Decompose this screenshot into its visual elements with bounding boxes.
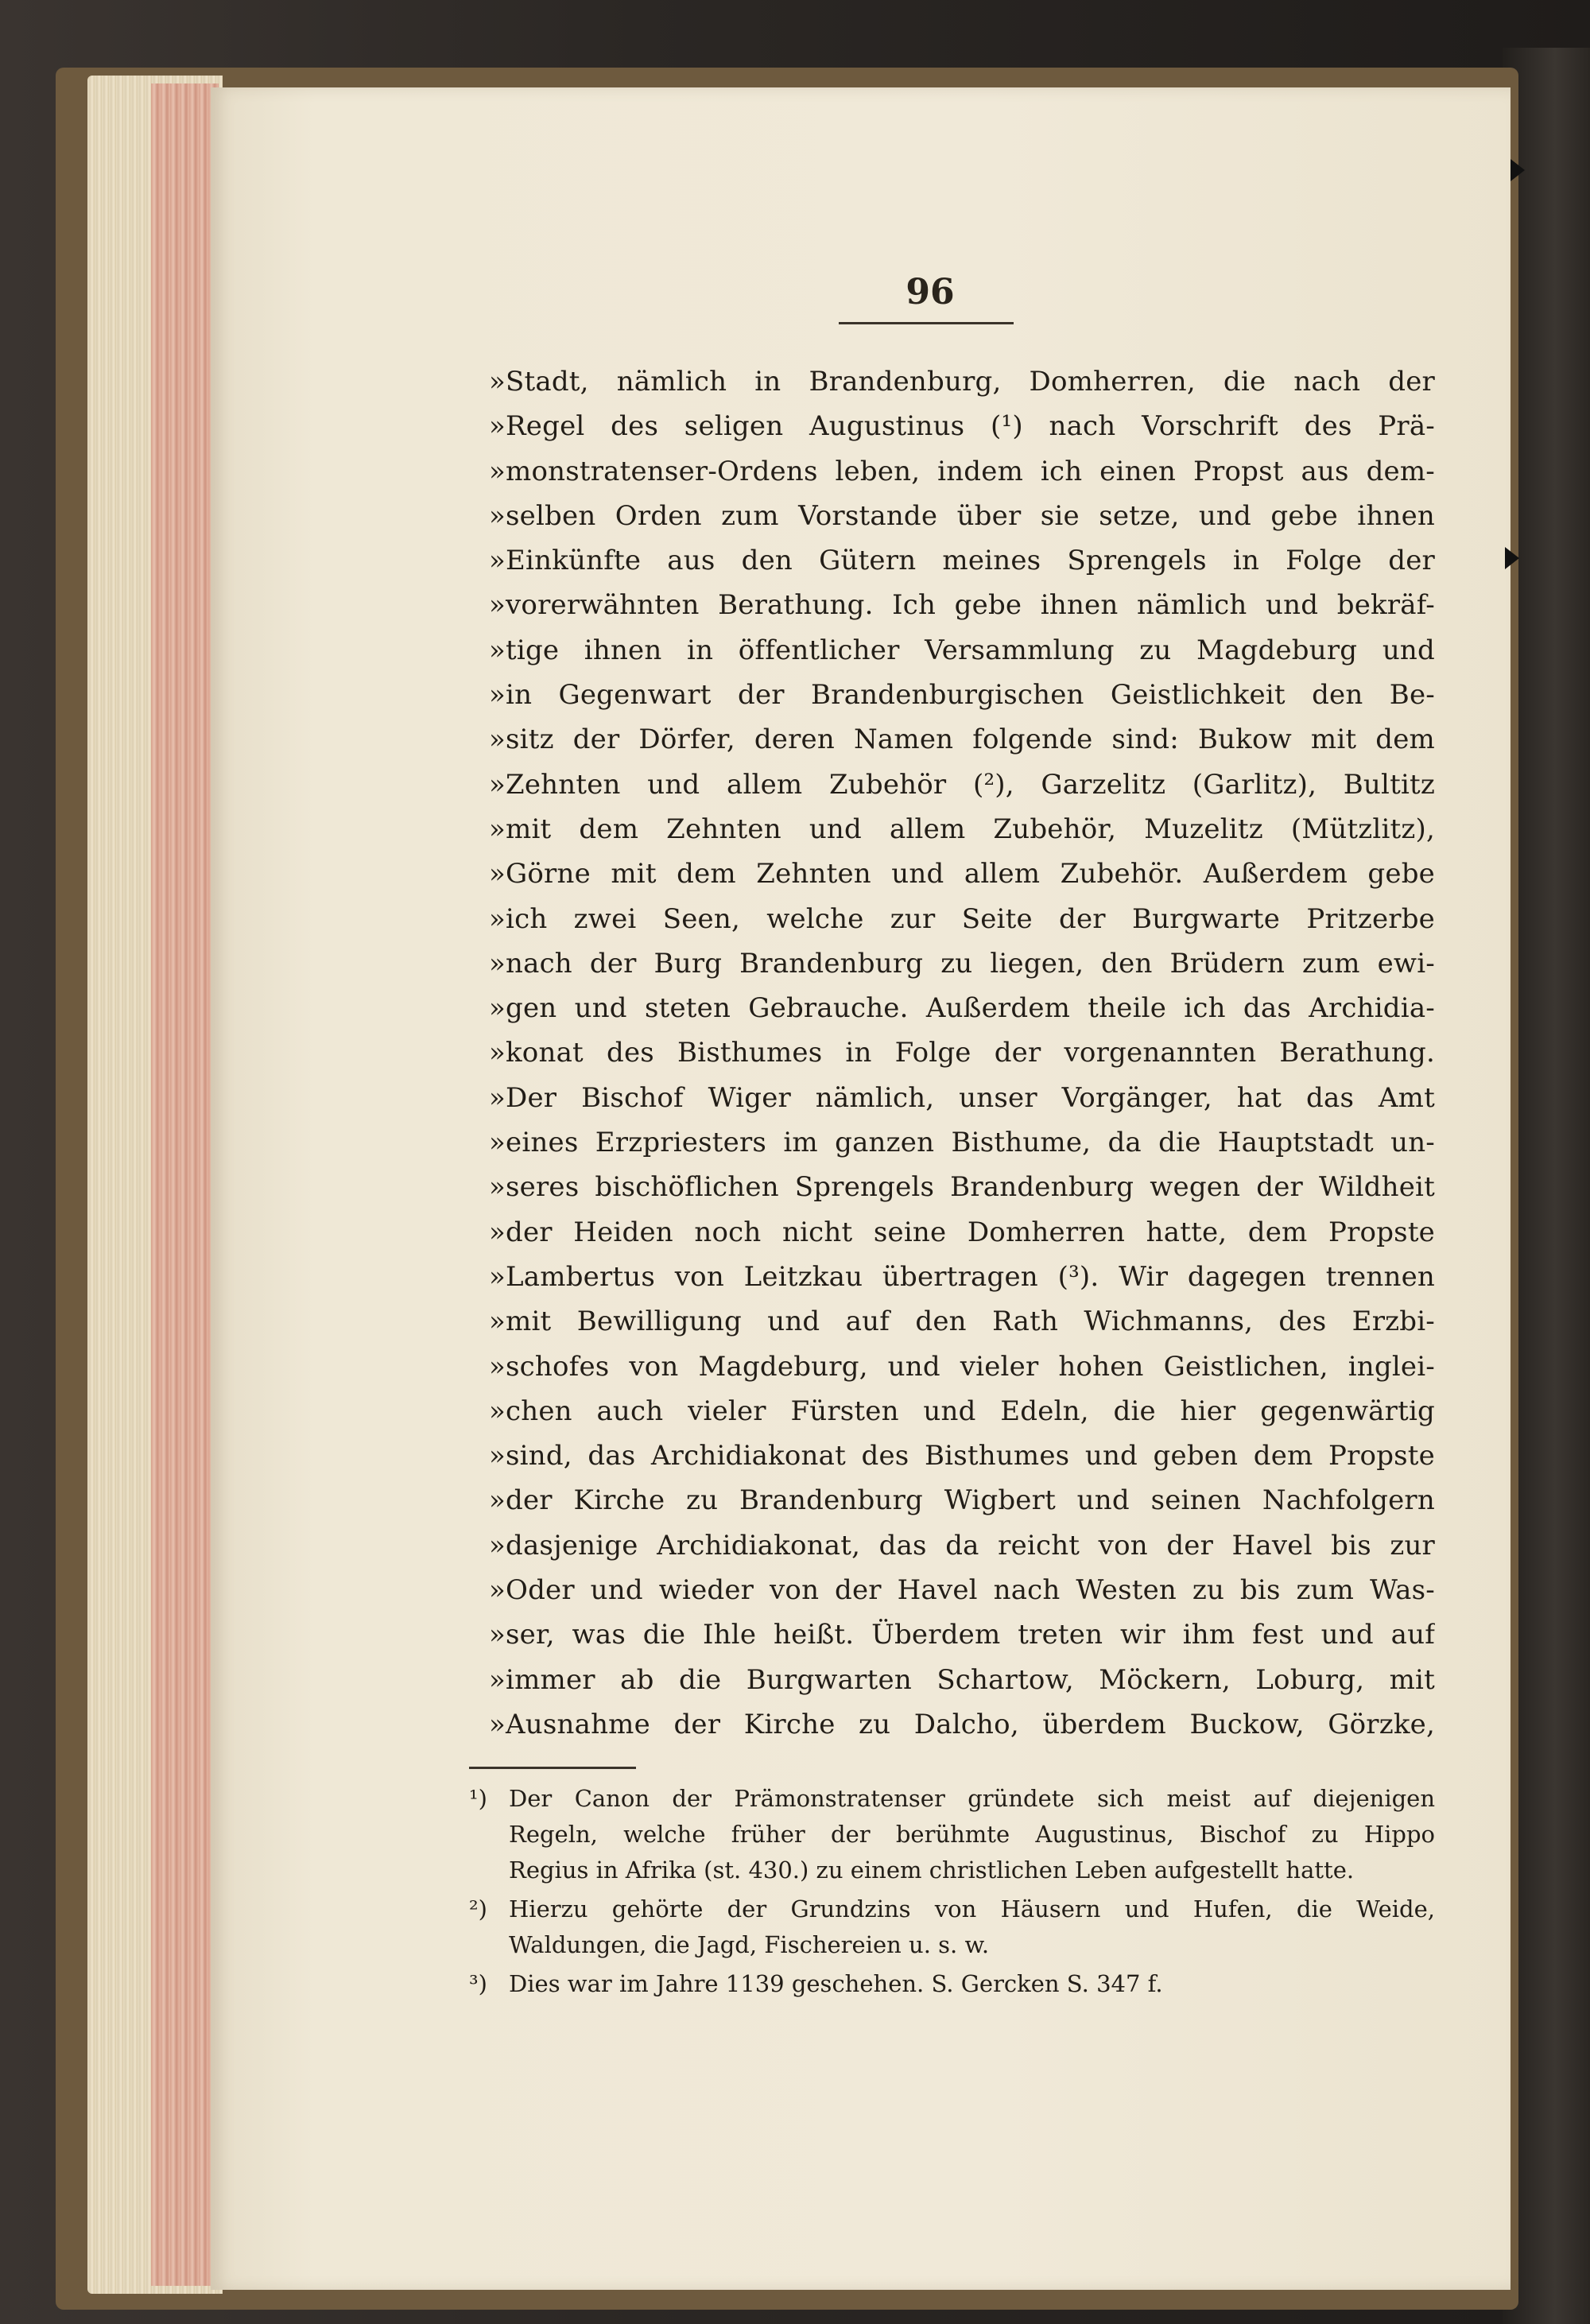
footnote-line: Waldungen, die Jagd, Fischereien u. s. w. (509, 1931, 990, 1958)
text-line: »dasjenige Archidiakonat, das da reicht von der Havel bis zur (489, 1529, 1435, 1562)
red-page-edge (151, 83, 219, 2286)
text-line: »sind, das Archidiakonat des Bisthumes und geben dem Propste (489, 1440, 1435, 1472)
footnote-line: Der Canon der Prämonstratenser gründete sich meist auf diejenigen (509, 1785, 1435, 1812)
text-line: »eines Erzpriesters im ganzen Bisthume, da die Hauptstadt un- (489, 1127, 1435, 1159)
text-line: »Regel des seligen Augustinus (¹) nach Vorschrift des Prä- (489, 410, 1435, 443)
body-text (489, 359, 1435, 1747)
footnote-line: Regius in Afrika (st. 430.) zu einem christlichen Leben aufgestellt hatte. (509, 1856, 1355, 1884)
footnote-rule (469, 1767, 636, 1769)
text-line: »ich zwei Seen, welche zur Seite der Burgwarte Pritzerbe (489, 902, 1435, 935)
footnotes (469, 1781, 1435, 2005)
text-line: »nach der Burg Brandenburg zu liegen, den Brüdern zum ewi- (489, 947, 1435, 980)
text-line: »mit Bewilligung und auf den Rath Wichmanns, des Erzbi- (489, 1306, 1435, 1338)
text-line: »tige ihnen in öffentlicher Versammlung zu Magdeburg und (489, 634, 1435, 666)
right-margin-marker-icon (1510, 159, 1525, 181)
text-line: »schofes von Magdeburg, und vieler hohen Geistlichen, inglei- (489, 1350, 1435, 1383)
text-line: »mit dem Zehnten und allem Zubehör, Muzelitz (Mützlitz), (489, 813, 1435, 845)
text-line: »Zehnten und allem Zubehör (²), Garzelitz (Garlitz), Bultitz (489, 768, 1435, 801)
footnote-line: Regeln, welche früher der berühmte Augustinus, Bischof zu Hippo (509, 1821, 1435, 1848)
text-line: »ser, was die Ihle heißt. Überdem treten wir ihm fest und auf (489, 1619, 1435, 1651)
footnote-line: Dies war im Jahre 1139 geschehen. S. Gercken S. 347 f. (509, 1970, 1163, 1997)
footnote-line: Hierzu gehörte der Grundzins von Häusern und Hufen, die Weide, (509, 1895, 1435, 1922)
header-rule (839, 322, 1014, 324)
right-margin-marker-icon (1505, 547, 1519, 569)
text-line: »Der Bischof Wiger nämlich, unser Vorgänger, hat das Amt (489, 1081, 1435, 1114)
text-line: »der Kirche zu Brandenburg Wigbert und seinen Nachfolgern (489, 1484, 1435, 1517)
text-line: »gen und steten Gebrauche. Außerdem theile ich das Archidia- (489, 992, 1435, 1025)
text-line: »chen auch vieler Fürsten und Edeln, die hier gegenwärtig (489, 1395, 1435, 1427)
text-line: »Stadt, nämlich in Brandenburg, Domherren, die nach der (489, 366, 1435, 398)
text-line: »Lambertus von Leitzkau übertragen (³). Wir dagegen trennen (489, 1260, 1435, 1293)
text-line: »Einkünfte aus den Gütern meines Sprengels in Folge der (489, 545, 1435, 577)
text-line: »monstratenser-Ordens leben, indem ich einen Propst aus dem- (489, 455, 1435, 487)
text-line: »Ausnahme der Kirche zu Dalcho, überdem Buckow, Görzke, (489, 1708, 1435, 1740)
footnote (469, 1891, 1435, 1963)
text-line: »konat des Bisthumes in Folge der vorgenannten Berathung. (489, 1037, 1435, 1069)
text-line: »in Gegenwart der Brandenburgischen Geistlichkeit den Be- (489, 679, 1435, 712)
footnote-mark: ¹) (469, 1785, 487, 1812)
text-line: »immer ab die Burgwarten Schartow, Möckern, Loburg, mit (489, 1663, 1435, 1696)
footnote-mark: ²) (469, 1895, 487, 1922)
text-line: »selben Orden zum Vorstande über sie setze, und gebe ihnen (489, 499, 1435, 532)
footnote (469, 1966, 1435, 2002)
page-number: 96 (906, 272, 955, 312)
text-line: »sitz der Dörfer, deren Namen folgende sind: Bukow mit dem (489, 724, 1435, 756)
text-line: »der Heiden noch nicht seine Domherren hatte, dem Propste (489, 1216, 1435, 1248)
text-line: »vorerwähnten Berathung. Ich gebe ihnen nämlich und bekräf- (489, 589, 1435, 622)
text-line: »seres bischöflichen Sprengels Brandenburg wegen der Wildheit (489, 1171, 1435, 1204)
text-line: »Oder und wieder von der Havel nach Westen zu bis zum Was- (489, 1574, 1435, 1607)
footnote (469, 1781, 1435, 1888)
text-line: »Görne mit dem Zehnten und allem Zubehör. Außerdem gebe (489, 858, 1435, 890)
footnote-mark: ³) (469, 1970, 487, 1997)
